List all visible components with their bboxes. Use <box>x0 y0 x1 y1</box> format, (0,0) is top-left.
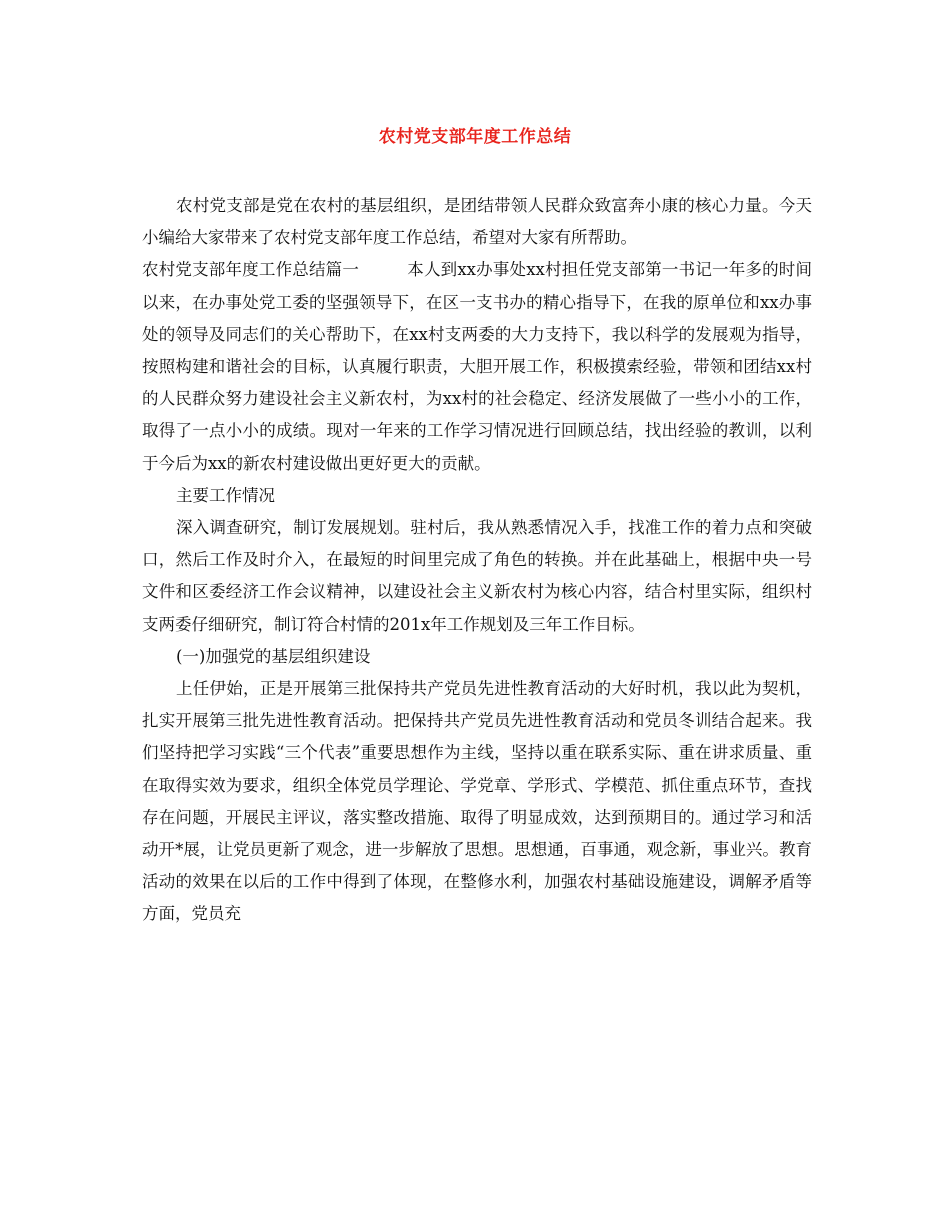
section-paragraph-1 <box>142 254 812 479</box>
intro-paragraph: 农村党支部是党在农村的基层组织，是团结带领人民群众致富奔小康的核心力量。今天小编给大家带来了农村党支部年度工作总结，希望对大家有所帮助。 <box>142 196 812 248</box>
page-title: 农村党支部年度工作总结 <box>378 127 572 147</box>
document-body <box>142 190 812 931</box>
section-text: 本人到xx办事处xx村担任党支部第一书记一年多的时间以来，在办事处党工委的坚强领导下，在区一支书办的精心指导下，在我的原单位和xx办事处的领导及同志们的关心帮助下，在xx村支两委的大力支持下，我以科学的发展观为指导，按照构建和谐社会的目标，认真履行职责，大胆开展工作，积极摸索经验，带领和团结xx村的人民群众努力建设社会主义新农村，为xx村的社会稳定、经济发展做了一些小小的工作，取得了一点小小的成绩。现对一年来的工作学习情况进行回顾总结，找出经验的教训，以利于今后为xx的新农村建设做出更好更大的贡献。 <box>142 260 812 473</box>
body-paragraph: 深入调查研究，制订发展规划。驻村后，我从熟悉情况入手，找准工作的着力点和突破口，然后工作及时介入，在最短的时间里完成了角色的转换。并在此基础上，根据中央一号文件和区委经济工作会议精神，以建设社会主义新农村为核心内容，结合村里实际，组织村支两委仔细研究，制订符合村情的201x年工作规划及三年工作目标。 <box>142 518 812 634</box>
subheading-main-work: 主要工作情况 <box>176 485 275 505</box>
section-heading: 农村党支部年度工作总结篇一 <box>142 260 360 280</box>
body-paragraph: 上任伊始，正是开展第三批保持共产党员先进性教育活动的大好时机，我以此为契机，扎实开展第三批先进性教育活动。把保持共产党员先进性教育活动和党员冬训结合起来。我们坚持把学习实践“三个代表”重要思想作为主线，坚持以重在联系实际、重在讲求质量、重在取得实效为要求，组织全体党员学理论、学党章、学形式、学模范、抓住重点环节，查找存在问题，开展民主评议，落实整改措施、取得了明显成效，达到预期目的。通过学习和活动开*展，让党员更新了观念，进一步解放了思想。思想通，百事通，观念新，事业兴。教育活动的效果在以后的工作中得到了体现，在整修水利，加强农村基础设施建设，调解矛盾等方面，党员充 <box>142 679 812 924</box>
subheading-party-building: (一)加强党的基层组织建设 <box>176 646 371 666</box>
